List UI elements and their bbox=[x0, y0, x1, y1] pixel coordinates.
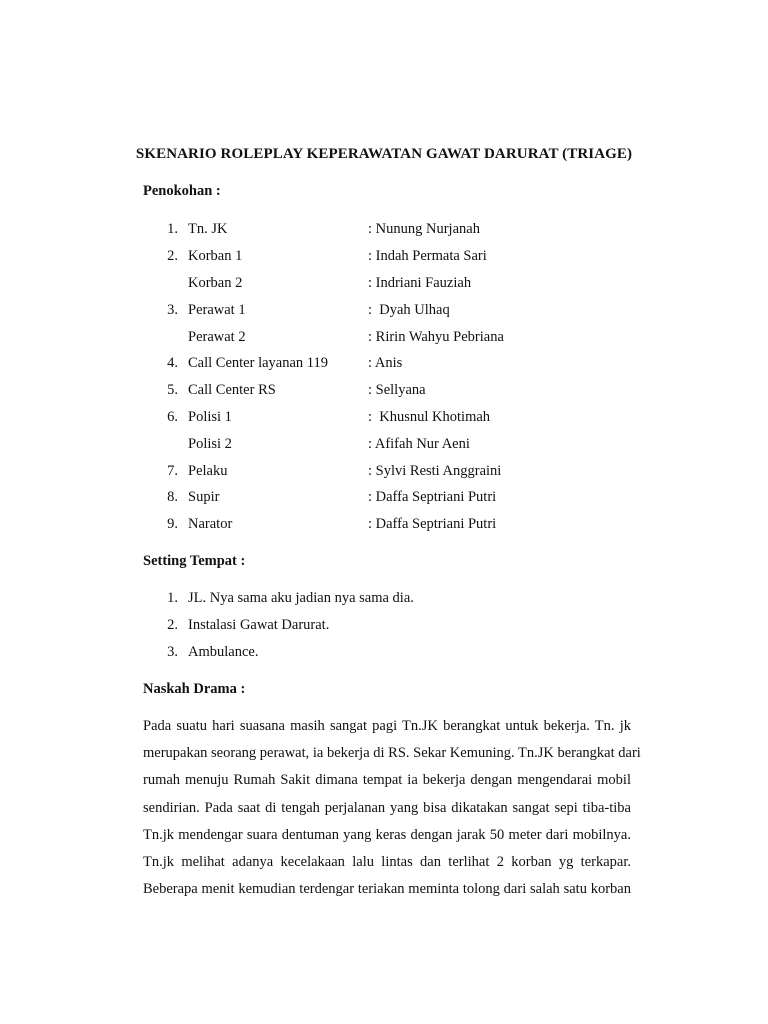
cast-role: Supir bbox=[188, 489, 220, 505]
cast-name: : Anis bbox=[368, 355, 403, 371]
script-line: Tn.jk mendengar suara dentuman yang keras dengan jarak 50 meter dari mobilnya. bbox=[143, 826, 631, 843]
cast-number: 6. bbox=[167, 409, 178, 425]
cast-row bbox=[0, 436, 768, 456]
setting-number: 3. bbox=[167, 644, 178, 660]
setting-number: 1. bbox=[167, 590, 178, 606]
cast-number: 4. bbox=[167, 355, 178, 371]
cast-row bbox=[0, 221, 768, 241]
cast-name: : Khusnul Khotimah bbox=[368, 409, 491, 425]
cast-name: : Nunung Nurjanah bbox=[368, 221, 480, 237]
setting-heading: Setting Tempat : bbox=[143, 553, 246, 569]
script-paragraph bbox=[143, 713, 641, 903]
cast-row bbox=[0, 248, 768, 268]
script-heading: Naskah Drama : bbox=[143, 681, 246, 697]
cast-name: : Sylvi Resti Anggraini bbox=[368, 463, 502, 479]
cast-name: : Ririn Wahyu Pebriana bbox=[368, 329, 504, 345]
cast-role: Perawat 1 bbox=[188, 302, 246, 318]
script-line: merupakan seorang perawat, ia bekerja di RS. Sekar Kemuning. Tn.JK berangkat dari bbox=[143, 745, 641, 762]
setting-text: Ambulance. bbox=[188, 644, 259, 660]
cast-role: Perawat 2 bbox=[188, 329, 246, 345]
cast-number: 1. bbox=[167, 221, 178, 237]
cast-number: 2. bbox=[167, 248, 178, 264]
cast-number: 5. bbox=[167, 382, 178, 398]
cast-role: Narator bbox=[188, 516, 233, 532]
cast-role: Call Center RS bbox=[188, 382, 276, 398]
script-line: Tn.jk melihat adanya kecelakaan lalu lintas dan terlihat 2 korban yg terkapar. bbox=[143, 853, 631, 870]
script-line: sendirian. Pada saat di tengah perjalanan yang bisa dikatakan sangat sepi tiba-tiba bbox=[143, 799, 631, 816]
cast-row bbox=[0, 489, 768, 509]
cast-row bbox=[0, 302, 768, 322]
cast-number: 9. bbox=[167, 516, 178, 532]
cast-heading: Penokohan : bbox=[143, 183, 221, 199]
cast-number: 3. bbox=[167, 302, 178, 318]
cast-row bbox=[0, 329, 768, 349]
setting-number: 2. bbox=[167, 617, 178, 633]
cast-number: 8. bbox=[167, 489, 178, 505]
cast-number: 7. bbox=[167, 463, 178, 479]
cast-row bbox=[0, 409, 768, 429]
cast-name: : Dyah Ulhaq bbox=[368, 302, 450, 318]
cast-role: Polisi 2 bbox=[188, 436, 232, 452]
setting-text: Instalasi Gawat Darurat. bbox=[188, 617, 330, 633]
script-line: rumah menuju Rumah Sakit dimana tempat ia bekerja dengan mengendarai mobil bbox=[143, 772, 631, 789]
cast-row bbox=[0, 382, 768, 402]
cast-role: Tn. JK bbox=[188, 221, 228, 237]
cast-role: Call Center layanan 119 bbox=[188, 355, 328, 371]
cast-name: : Afifah Nur Aeni bbox=[368, 436, 470, 452]
script-line: Pada suatu hari suasana masih sangat pagi Tn.JK berangkat untuk bekerja. Tn. jk bbox=[143, 718, 631, 734]
cast-role: Polisi 1 bbox=[188, 409, 232, 425]
cast-row bbox=[0, 516, 768, 536]
setting-text: JL. Nya sama aku jadian nya sama dia. bbox=[188, 590, 414, 606]
script-line: Beberapa menit kemudian terdengar teriakan meminta tolong dari salah satu korban bbox=[143, 881, 631, 898]
cast-name: : Indah Permata Sari bbox=[368, 248, 487, 264]
cast-row bbox=[0, 355, 768, 375]
cast-role: Pelaku bbox=[188, 463, 228, 479]
cast-row bbox=[0, 463, 768, 483]
cast-name: : Daffa Septriani Putri bbox=[368, 516, 497, 532]
document-title: SKENARIO ROLEPLAY KEPERAWATAN GAWAT DARURAT (TRIAGE) bbox=[135, 146, 633, 162]
cast-row bbox=[0, 275, 768, 295]
cast-name: : Indriani Fauziah bbox=[368, 275, 472, 291]
cast-name: : Sellyana bbox=[368, 382, 426, 398]
cast-role: Korban 2 bbox=[188, 275, 243, 291]
cast-name: : Daffa Septriani Putri bbox=[368, 489, 497, 505]
cast-role: Korban 1 bbox=[188, 248, 243, 264]
